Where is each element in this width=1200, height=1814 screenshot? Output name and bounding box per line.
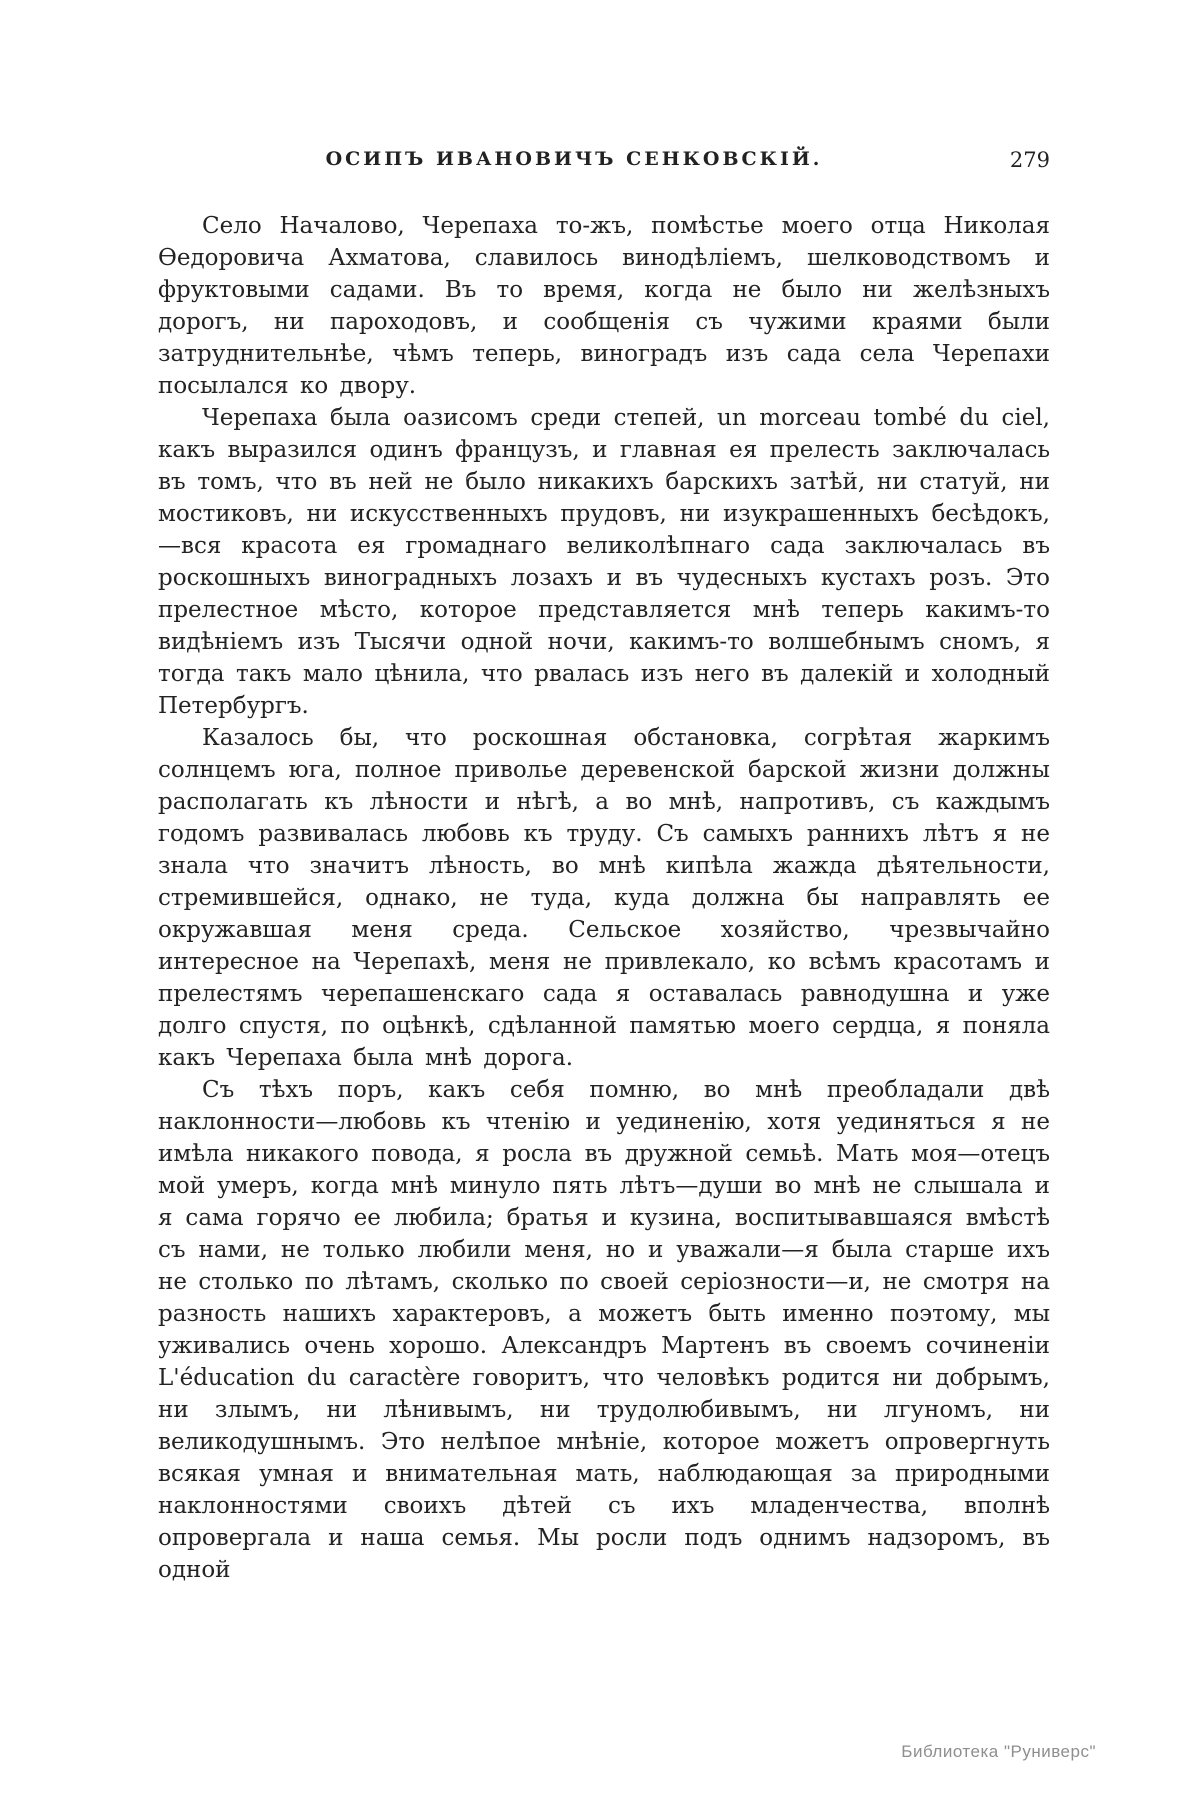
running-head bbox=[158, 148, 1050, 182]
paragraph: Черепаха была оазисомъ среди степей, un morceau tombé du ciel, какъ выразился одинъ французъ, и главная ея прелесть заключалась въ томъ, что въ ней не было никакихъ барскихъ затѣй, ни статуй, ни мостиковъ, ни искусственныхъ прудовъ, ни изукрашенныхъ бесѣдокъ,—вся красота ея громаднаго великолѣпнаго сада заключалась въ роскошныхъ виноградныхъ лозахъ и въ чудесныхъ кустахъ розъ. Это прелестное мѣсто, которое представляется мнѣ теперь какимъ-то видѣніемъ изъ Тысячи одной ночи, какимъ-то волшебнымъ сномъ, я тогда такъ мало цѣнила, что рвалась изъ него въ далекій и холодный Петербургъ. bbox=[158, 405, 1050, 719]
text-column bbox=[158, 148, 1050, 1586]
library-watermark: Библиотека "Руниверс" bbox=[901, 1742, 1096, 1761]
paragraph: Казалось бы, что роскошная обстановка, согрѣтая жаркимъ солнцемъ юга, полное приволье деревенской барской жизни должны располагать къ лѣности и нѣгѣ, а во мнѣ, напротивъ, съ каждымъ годомъ развивалась любовь къ труду. Съ самыхъ раннихъ лѣтъ я не знала что значитъ лѣность, во мнѣ кипѣла жажда дѣятельности, стремившейся, однако, не туда, куда должна бы направлять ее окружавшая меня среда. Сельское хозяйство, чрезвычайно интересное на Черепахѣ, меня не привлекало, ко всѣмъ красотамъ и прелестямъ черепашенскаго сада я оставалась равнодушна и уже долго спустя, по оцѣнкѣ, сдѣланной памятью моего сердца, я поняла какъ Черепаха была мнѣ дорога. bbox=[158, 725, 1050, 1071]
body-text bbox=[158, 210, 1050, 1586]
paragraph: Съ тѣхъ поръ, какъ себя помню, во мнѣ преобладали двѣ наклонности—любовь къ чтенію и уединенію, хотя уединяться я не имѣла никакого повода, я росла въ дружной семьѣ. Мать моя—отецъ мой умеръ, когда мнѣ минуло пять лѣтъ—души во мнѣ не слышала и я сама горячо ее любила; братья и кузина, воспитывавшаяся вмѣстѣ съ нами, не только любили меня, но и уважали—я была старше ихъ не столько по лѣтамъ, сколько по своей серіозности—и, не смотря на разность нашихъ характеровъ, а можетъ быть именно поэтому, мы уживались очень хорошо. Александръ Мартенъ въ своемъ сочиненіи L'éducation du caractère говоритъ, что человѣкъ родится ни добрымъ, ни злымъ, ни лѣнивымъ, ни трудолюбивымъ, ни лгуномъ, ни великодушнымъ. Это нелѣпое мнѣніе, которое можетъ опровергнуть всякая умная и внимательная мать, наблюдающая за природными наклонностями своихъ дѣтей съ ихъ младенчества, вполнѣ опровергала и наша семья. Мы росли подъ однимъ надзоромъ, въ одной bbox=[158, 1077, 1050, 1583]
paragraph: Село Началово, Черепаха то-жъ, помѣстье моего отца Николая Ѳедоровича Ахматова, славилось винодѣліемъ, шелководствомъ и фруктовыми садами. Въ то время, когда не было ни желѣзныхъ дорогъ, ни пароходовъ, и сообщенія съ чужими краями были затруднительнѣе, чѣмъ теперь, виноградъ изъ сада села Черепахи посылался ко двору. bbox=[158, 213, 1050, 399]
page-number: 279 bbox=[1009, 148, 1050, 172]
running-head-title: ОСИПЪ ИВАНОВИЧЪ СЕНКОВСКІЙ. bbox=[325, 148, 823, 170]
